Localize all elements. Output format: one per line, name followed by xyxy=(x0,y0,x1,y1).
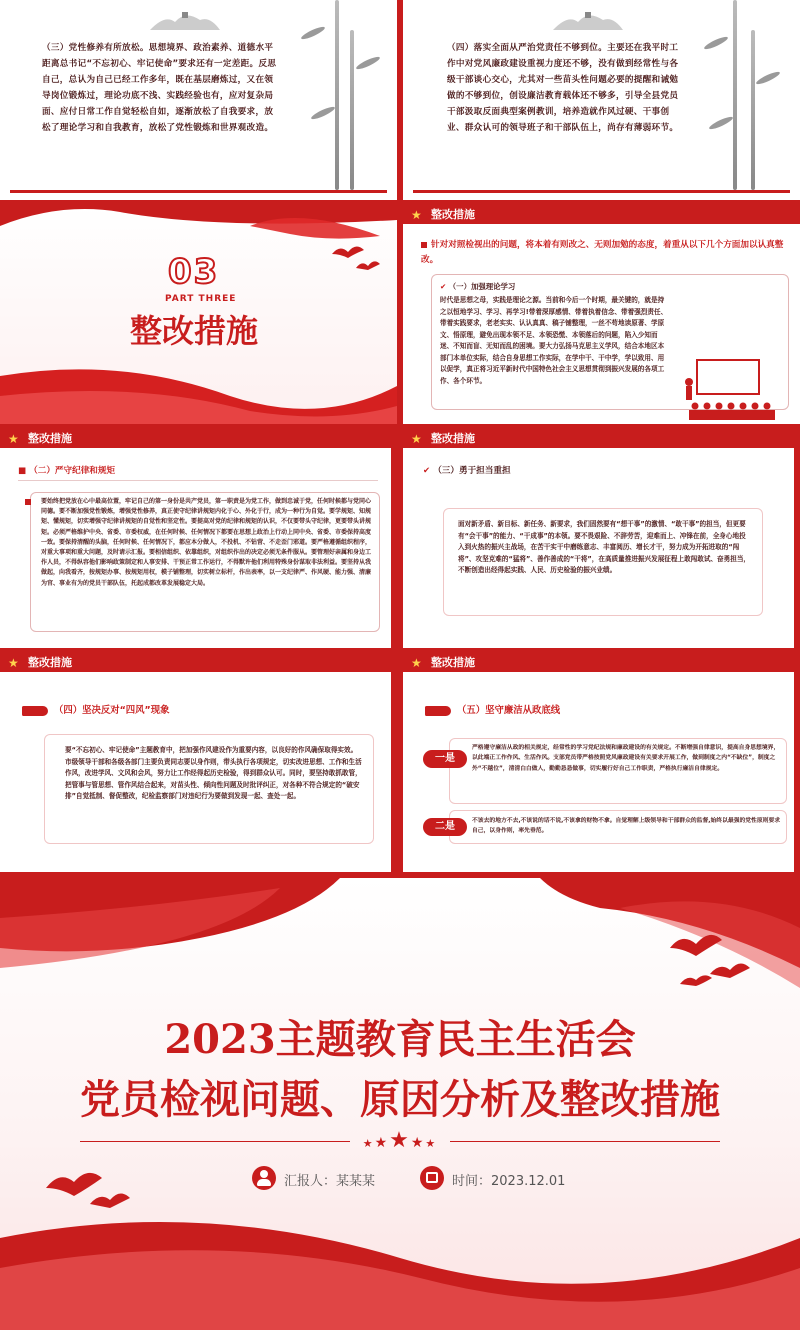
content-subtitle-label: （三）勇于担当重担 xyxy=(433,466,511,476)
bottom-red-line xyxy=(10,190,387,193)
section-number: 03 xyxy=(168,252,220,292)
content-subtitle-label: （四）坚决反对“四风”现象 xyxy=(54,705,170,716)
bamboo-leaf-icon xyxy=(300,25,326,41)
bamboo-icon xyxy=(350,30,354,190)
slide-8 xyxy=(403,654,800,872)
user-icon xyxy=(252,1166,276,1190)
star-icon: ★ xyxy=(362,1137,375,1150)
time-label xyxy=(452,1170,565,1189)
end-title-line-2: 党员检视问题、原因分析及整改措施 xyxy=(80,1076,720,1123)
slide-1 xyxy=(0,0,397,200)
content-body: 时代是思想之母，实践是理论之源。当前和今后一个时期，最关键的，就是持之以恒地学习、学习、再学习!带着深厚感情、带着执着信念、带着强烈责任、带着实践要求，老老实实、认认真真、稿子铺整理，一丝不苟地读原著、学原文、悟原理，避免出现本领不足、本领恐慌、本领落后的问题，陷入少知而迷、不知而盲、无知而乱的困境。要大力弘扬马克思主义学风，结合本地区本部门本单位实际，结合自身思想工作实际，在学中干、干中学，学以致用、用以促学，真正将习近平新时代中国特色社会主义思想贯彻到振兴发展的各项工作、各个环节。 xyxy=(440,296,668,385)
bamboo-leaf-icon xyxy=(708,115,734,131)
right-accent-bar xyxy=(391,430,397,648)
slide-3 xyxy=(0,206,397,424)
right-accent-bar xyxy=(794,654,800,872)
content-subtitle xyxy=(423,464,511,476)
slide-header-label: 整改措施 xyxy=(431,432,475,445)
lead-text-content: 针对对照检视出的问题，将本着有则改之、无则加勉的态度，着重从以下几个方面加以认真整改。 xyxy=(421,240,784,265)
stars-decoration xyxy=(0,1128,800,1153)
content-subtitle xyxy=(440,281,515,292)
right-accent-bar xyxy=(794,430,800,648)
lead-text xyxy=(421,238,791,268)
item-1-text: 严格遵守廉洁从政的相关规定，经常性的学习党纪法规和廉政建设的有关规定。不断增强自律意识，提高自身思想境界，以此端正工作作风、生活作风。支部党员带严格按照党风廉政建设有关要求开展工作，做到制度之内“不缺位”，制度之外“不越位”，清清白白做人，勤勤恳恳做事，切实履行好自己工作职责，严格执行廉洁自律规定。 xyxy=(472,745,780,772)
content-box xyxy=(44,734,374,844)
bamboo-icon xyxy=(733,0,737,190)
content-subtitle xyxy=(18,464,115,476)
content-subtitle-label: （五）坚守廉洁从政底线 xyxy=(457,705,561,716)
birds-icon xyxy=(330,234,380,274)
pointing-hand-icon xyxy=(425,706,451,716)
right-accent-bar xyxy=(391,654,397,872)
section-part-label: PART THREE xyxy=(165,294,237,304)
star-icon: ★ xyxy=(389,1128,411,1153)
slide-header xyxy=(403,654,800,672)
slide-6 xyxy=(403,430,800,648)
lecture-icon xyxy=(675,356,785,422)
check-icon: ✔ xyxy=(440,282,447,291)
star-icon: ★ xyxy=(425,1137,438,1150)
content-subtitle-label: （二）严守纪律和规矩 xyxy=(29,466,116,476)
item-2-text: 不该去的地方不去,不该说的话不说,不该拿的财物不拿。自觉理解上级领导和干部群众的监督,始终以最强的党性原则要求自己，以身作则，率先垂范。 xyxy=(472,818,781,835)
slide-2 xyxy=(403,0,800,200)
slide-9 xyxy=(0,878,800,1330)
time-value: 2023.12.01 xyxy=(491,1174,566,1189)
star-icon: ★ xyxy=(411,656,422,670)
bamboo-leaf-icon xyxy=(755,70,781,86)
star-icon: ★ xyxy=(8,432,19,446)
slide-header xyxy=(0,430,397,448)
bamboo-leaf-icon xyxy=(310,105,336,121)
slide-header-label: 整改措施 xyxy=(28,432,72,445)
birds-icon xyxy=(660,908,760,998)
time-label-prefix: 时间： xyxy=(452,1174,492,1189)
bullet-icon: ■ xyxy=(18,466,27,476)
slide-header xyxy=(403,206,800,224)
end-title-line-1: 2023主题教育民主生活会 xyxy=(164,1016,636,1063)
slide-header-label: 整改措施 xyxy=(28,656,72,669)
birds-icon xyxy=(40,1148,140,1218)
slide-4 xyxy=(403,206,800,424)
content-body: 要“不忘初心、牢记使命”主题教育中，把加强作风建设作为重要内容，以良好的作风确保取得实效。市级领导干部和各级各部门主要负责同志要以身作则，带头执行各项规定，切实改进思想、工作和生活作风，改进学风、文风和会风，努力让工作经得起历史检验，得到群众认可。同时，要坚持敢抓敢管，把管事与管思想、管作风结合起来，对苗头性、倾向性问题及时批评纠正，对各种不符合规定的“破安排”自觉抵制、督促整改，纪检监察部门对违纪行为要做到发现一起、查处一起。 xyxy=(65,746,362,800)
bamboo-leaf-icon xyxy=(355,55,381,71)
content-body: 面对新矛盾、新目标、新任务、新要求，我们固然要有“想干事”的激情、“敢干事”的担当，但更要有“会干事”的能力、“干成事”的本领。要不畏艰险、不辞劳苦，迎难而上、冲锋在前，全身心地投入到火热的振兴主战场，在苦干实干中磨练意志、丰富阅历、增长才干，努力成为开拓进取的“闯将”、攻坚克难的“猛将”、善作善成的“干将”，在高质量推进振兴发展征程上敢闯敢试、奋勇担当，不断创造出经得起实践、人民、历史检验的振兴业绩。 xyxy=(458,520,751,574)
slide-header xyxy=(0,654,397,672)
item-1-box xyxy=(449,738,787,804)
bamboo-icon xyxy=(751,30,755,190)
item-2-label: 二是 xyxy=(423,818,467,836)
section-title: 整改措施 xyxy=(130,312,259,350)
star-icon: ★ xyxy=(410,1135,426,1151)
slide-7 xyxy=(0,654,397,872)
ink-mountain-icon xyxy=(553,8,623,34)
content-box xyxy=(443,508,763,616)
bullet-icon xyxy=(25,499,31,505)
bottom-red-line xyxy=(413,190,790,193)
slide-header-label: 整改措施 xyxy=(431,208,475,221)
item-2-box xyxy=(449,810,787,844)
star-icon: ★ xyxy=(411,208,422,222)
slide-2-text: （四）落实全面从严治党责任不够到位。主要还在我平时工作中对党风廉政建设重视力度还不够，没有做到经常性与各级干部谈心交心，尤其对一些苗头性问题必要的提醒和诫勉做的不够到位，创设廉洁教育载体还不够多，引导全县党员干部汲取反面典型案例教训，培养造就作风过硬、干事创业、群众认可的领导班子和干部队伍上，尚存有薄弱环节。 xyxy=(447,43,679,133)
ink-mountain-icon xyxy=(150,8,220,34)
content-subtitle-label: （一）加强理论学习 xyxy=(448,282,516,291)
bamboo-icon xyxy=(335,0,339,190)
star-icon: ★ xyxy=(411,432,422,446)
divider-line xyxy=(18,480,378,481)
pointing-hand-icon xyxy=(22,706,48,716)
star-icon: ★ xyxy=(374,1135,390,1151)
item-1-label: 一是 xyxy=(423,750,467,768)
bullet-icon xyxy=(421,242,427,248)
content-subtitle xyxy=(22,702,169,716)
calendar-icon xyxy=(420,1166,444,1190)
bamboo-leaf-icon xyxy=(703,35,729,51)
slide-1-text: （三）党性修养有所放松。思想境界、政治素养、道德水平距离总书记“不忘初心、牢记使命”要求还有一定差距。反思自己，总认为自己已经工作多年，既在基层磨炼过，又在领导岗位锻炼过，理论功底不浅、实践经验也有，应对复杂局面、应付日常工作自觉轻松自如，逐渐放松了自我要求，放松了理论学习和自我教育，放松了党性锻炼和世界观改造。 xyxy=(42,43,277,133)
star-icon: ★ xyxy=(8,656,19,670)
slide-header xyxy=(403,430,800,448)
slide-5 xyxy=(0,430,397,648)
slide-header-label: 整改措施 xyxy=(431,656,475,669)
content-body: 要始终把党放在心中最高位置，牢记自己的第一身份是共产党员，第一职责是为党工作，做到忠诚于党，任何时候都与党同心同德。要不断加强党性锻炼，增强党性修养，真正使守纪律讲规矩内化于心、外化于行，成为一种行为自觉。要学规矩、知规矩、懂规矩，切实增强守纪律讲规矩的自觉性和坚定性。要提高对党的纪律和规矩的认识，不仅要带头守纪律，更要带头讲规矩。必须严格维护中央、省委、市委权威，在任何时候、任何情况下都要在思想上政治上行动上同中央、省委、市委保持高度一致。要保持清醒的头脑，任何时候、任何情况下，都应本分做人，不投机、不钻营、不走歪门邪道。要严格遵循组织程序，对重大事项和重大问题，及时请示汇报。要相信组织、依靠组织，对组织作出的决定必须无条件服从。要管理好亲属和身边工作人员，不得纵容他们影响政策制定和人事安排、干预正常工作运行，不得默许他们利用特殊身份谋取非法利益。要坚持从我做起，向我看齐，按规矩办事、按规矩用权，模子铺整理，切实树立标杆，作出表率，以一支纪律严、作风硬、能力强、清廉为官、事业有为的党员干部队伍，托起成都改革发展稳定大局。 xyxy=(41,498,372,587)
content-box xyxy=(30,492,380,632)
content-subtitle xyxy=(425,702,560,716)
check-icon: ✔ xyxy=(423,466,431,476)
reporter-label: 汇报人：某某某 xyxy=(284,1174,376,1189)
